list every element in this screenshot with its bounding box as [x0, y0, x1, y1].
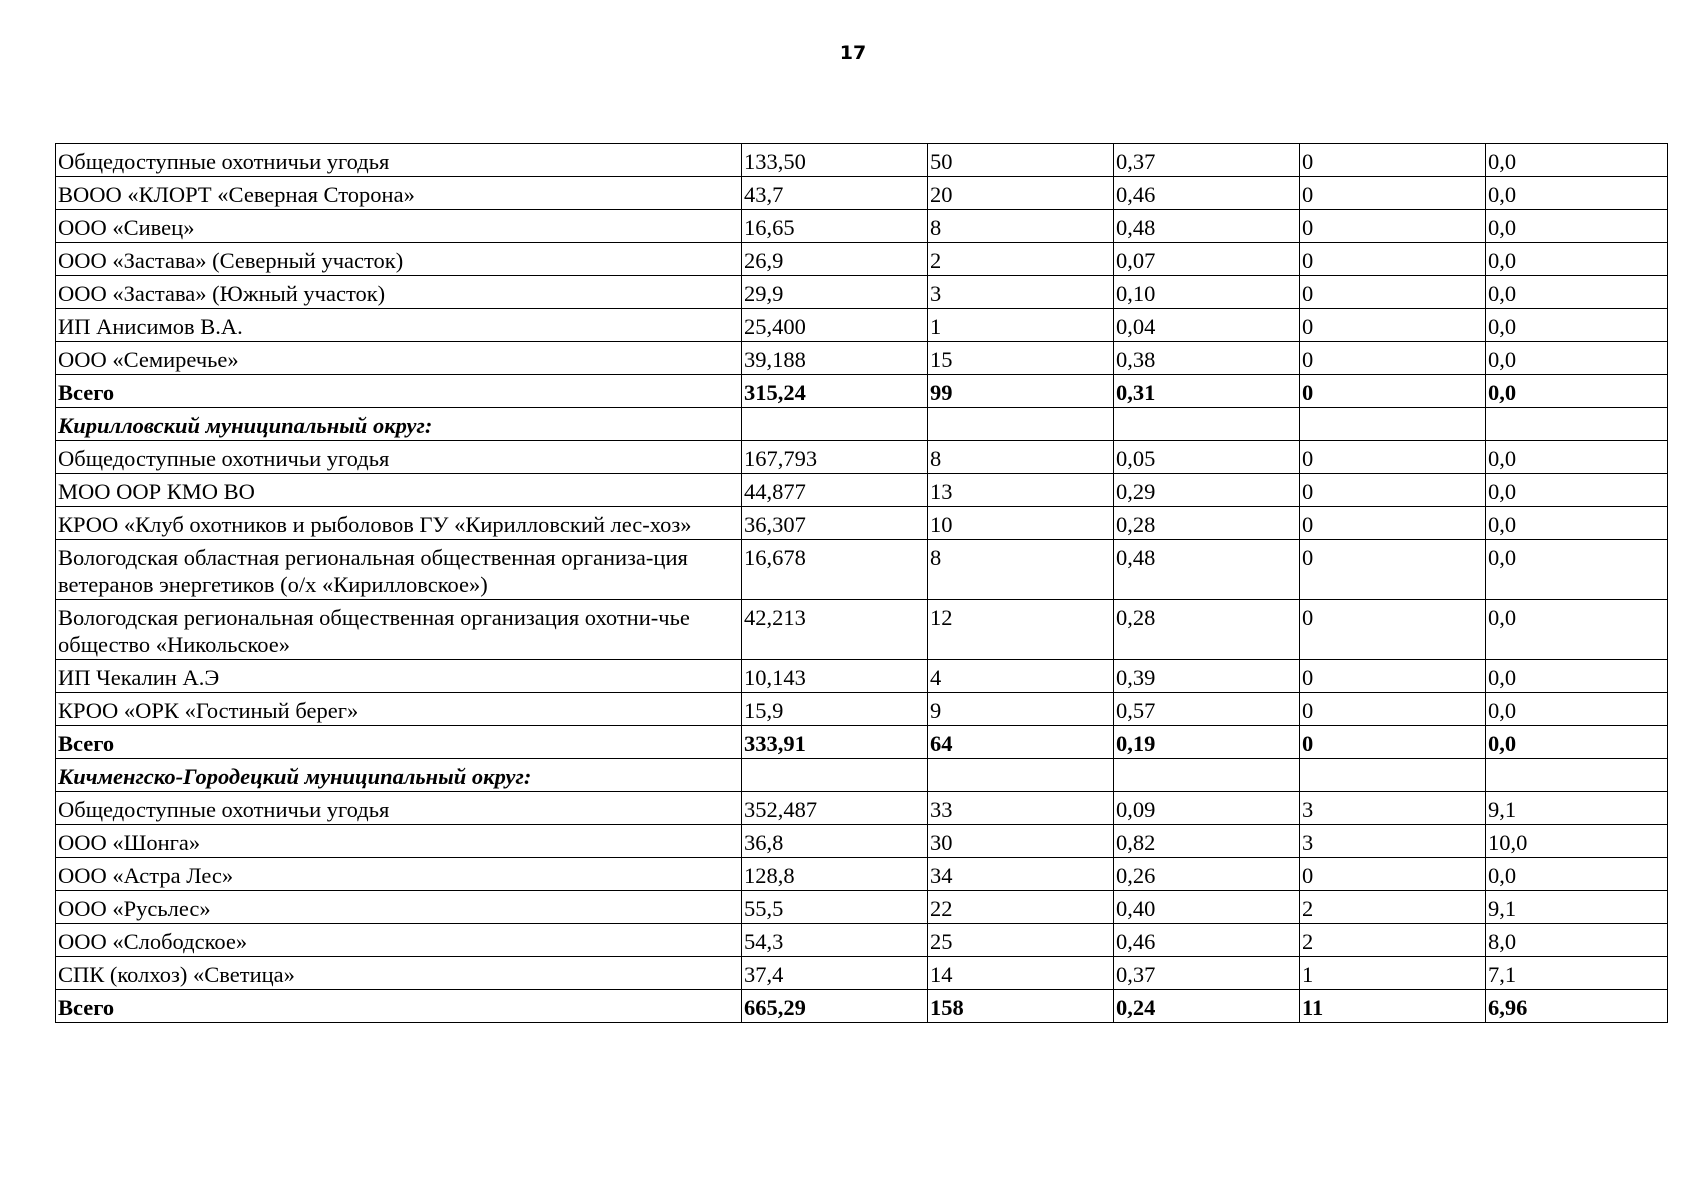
- table-row: [56, 858, 1668, 891]
- value-cell-col-3: 0,05: [1114, 441, 1300, 474]
- value-cell-col-5: 0,0: [1486, 210, 1668, 243]
- value-cell-col-4: 0: [1300, 441, 1486, 474]
- value-cell-col-5: 0,0: [1486, 276, 1668, 309]
- table-row: [56, 144, 1668, 177]
- organization-name-cell: Вологодская региональная общественная организация охотни-чье общество «Никольское»: [56, 600, 742, 660]
- organization-name-cell: ООО «Русьлес»: [56, 891, 742, 924]
- value-cell-col-2: 9: [928, 693, 1114, 726]
- value-cell-col-3: [1114, 408, 1300, 441]
- value-cell-col-4: 0: [1300, 474, 1486, 507]
- total-row: [56, 375, 1668, 408]
- value-cell-col-5: 7,1: [1486, 957, 1668, 990]
- table-row: [56, 243, 1668, 276]
- organization-name-cell: СПК (колхоз) «Светица»: [56, 957, 742, 990]
- value-cell-col-3: 0,19: [1114, 726, 1300, 759]
- organization-name-cell: ООО «Сивец»: [56, 210, 742, 243]
- value-cell-col-5: 6,96: [1486, 990, 1668, 1023]
- value-cell-col-5: 8,0: [1486, 924, 1668, 957]
- value-cell-col-1: 333,91: [742, 726, 928, 759]
- organization-name-cell: МОО ООР КМО ВО: [56, 474, 742, 507]
- value-cell-col-3: 0,48: [1114, 210, 1300, 243]
- value-cell-col-1: 10,143: [742, 660, 928, 693]
- table-row: [56, 792, 1668, 825]
- value-cell-col-3: 0,46: [1114, 924, 1300, 957]
- value-cell-col-1: 16,678: [742, 540, 928, 600]
- section-title: Кирилловский муниципальный округ:: [56, 408, 742, 441]
- value-cell-col-5: [1486, 759, 1668, 792]
- value-cell-col-2: 10: [928, 507, 1114, 540]
- value-cell-col-5: 0,0: [1486, 441, 1668, 474]
- value-cell-col-4: 0: [1300, 858, 1486, 891]
- value-cell-col-4: 0: [1300, 276, 1486, 309]
- table-row: [56, 309, 1668, 342]
- value-cell-col-1: 167,793: [742, 441, 928, 474]
- value-cell-col-3: 0,39: [1114, 660, 1300, 693]
- table-row: [56, 825, 1668, 858]
- value-cell-col-4: 3: [1300, 792, 1486, 825]
- organization-name-cell: Общедоступные охотничьи угодья: [56, 792, 742, 825]
- value-cell-col-3: 0,10: [1114, 276, 1300, 309]
- organization-name-cell: КРОО «Клуб охотников и рыболовов ГУ «Кирилловский лес-хоз»: [56, 507, 742, 540]
- value-cell-col-1: 43,7: [742, 177, 928, 210]
- value-cell-col-2: 2: [928, 243, 1114, 276]
- value-cell-col-4: 0: [1300, 693, 1486, 726]
- value-cell-col-1: 29,9: [742, 276, 928, 309]
- organization-name-cell: Всего: [56, 726, 742, 759]
- value-cell-col-2: 3: [928, 276, 1114, 309]
- value-cell-col-5: 10,0: [1486, 825, 1668, 858]
- table-row: [56, 924, 1668, 957]
- value-cell-col-5: 9,1: [1486, 891, 1668, 924]
- value-cell-col-2: 8: [928, 540, 1114, 600]
- organization-name-cell: КРОО «ОРК «Гостиный берег»: [56, 693, 742, 726]
- value-cell-col-4: 0: [1300, 540, 1486, 600]
- value-cell-col-4: 0: [1300, 660, 1486, 693]
- value-cell-col-3: 0,38: [1114, 342, 1300, 375]
- value-cell-col-3: 0,24: [1114, 990, 1300, 1023]
- organization-name-cell: ООО «Застава» (Южный участок): [56, 276, 742, 309]
- table-row: [56, 540, 1668, 600]
- value-cell-col-1: 15,9: [742, 693, 928, 726]
- value-cell-col-5: 0,0: [1486, 474, 1668, 507]
- value-cell-col-5: 0,0: [1486, 177, 1668, 210]
- value-cell-col-2: 30: [928, 825, 1114, 858]
- organization-name-cell: ООО «Семиречье»: [56, 342, 742, 375]
- value-cell-col-5: 0,0: [1486, 507, 1668, 540]
- value-cell-col-2: 158: [928, 990, 1114, 1023]
- value-cell-col-4: 0: [1300, 342, 1486, 375]
- table-row: [56, 891, 1668, 924]
- table-row: [56, 693, 1668, 726]
- table-row: [56, 957, 1668, 990]
- value-cell-col-2: 13: [928, 474, 1114, 507]
- value-cell-col-1: [742, 759, 928, 792]
- section-header-row: [56, 759, 1668, 792]
- value-cell-col-2: 22: [928, 891, 1114, 924]
- value-cell-col-4: 0: [1300, 507, 1486, 540]
- value-cell-col-4: 0: [1300, 177, 1486, 210]
- value-cell-col-3: 0,48: [1114, 540, 1300, 600]
- organization-name-cell: ООО «Шонга»: [56, 825, 742, 858]
- value-cell-col-5: 0,0: [1486, 309, 1668, 342]
- value-cell-col-1: 25,400: [742, 309, 928, 342]
- hunting-grounds-table: [55, 143, 1668, 1023]
- value-cell-col-1: 39,188: [742, 342, 928, 375]
- value-cell-col-2: 14: [928, 957, 1114, 990]
- table-row: [56, 276, 1668, 309]
- organization-name-cell: Всего: [56, 990, 742, 1023]
- value-cell-col-3: 0,57: [1114, 693, 1300, 726]
- table-row: [56, 474, 1668, 507]
- value-cell-col-5: 0,0: [1486, 726, 1668, 759]
- page-number: 17: [839, 42, 867, 64]
- organization-name-cell: ИП Чекалин А.Э: [56, 660, 742, 693]
- value-cell-col-1: [742, 408, 928, 441]
- value-cell-col-3: 0,09: [1114, 792, 1300, 825]
- value-cell-col-4: [1300, 759, 1486, 792]
- value-cell-col-4: 0: [1300, 243, 1486, 276]
- value-cell-col-4: 0: [1300, 144, 1486, 177]
- value-cell-col-5: 0,0: [1486, 375, 1668, 408]
- value-cell-col-2: 4: [928, 660, 1114, 693]
- value-cell-col-2: 12: [928, 600, 1114, 660]
- table-row: [56, 210, 1668, 243]
- section-header-row: [56, 408, 1668, 441]
- value-cell-col-3: 0,37: [1114, 957, 1300, 990]
- value-cell-col-2: 64: [928, 726, 1114, 759]
- value-cell-col-3: 0,40: [1114, 891, 1300, 924]
- value-cell-col-2: 33: [928, 792, 1114, 825]
- value-cell-col-5: 0,0: [1486, 540, 1668, 600]
- total-row: [56, 990, 1668, 1023]
- value-cell-col-5: 0,0: [1486, 858, 1668, 891]
- table-row: [56, 342, 1668, 375]
- organization-name-cell: ООО «Слободское»: [56, 924, 742, 957]
- organization-name-cell: Вологодская областная региональная общественная организа-ция ветеранов энергетиков (о/х «Кирилловское»): [56, 540, 742, 600]
- value-cell-col-5: 0,0: [1486, 660, 1668, 693]
- value-cell-col-3: 0,82: [1114, 825, 1300, 858]
- table-row: [56, 177, 1668, 210]
- value-cell-col-3: 0,28: [1114, 507, 1300, 540]
- value-cell-col-3: 0,29: [1114, 474, 1300, 507]
- value-cell-col-1: 55,5: [742, 891, 928, 924]
- value-cell-col-3: 0,37: [1114, 144, 1300, 177]
- table-row: [56, 441, 1668, 474]
- table-row: [56, 660, 1668, 693]
- value-cell-col-5: [1486, 408, 1668, 441]
- value-cell-col-1: 42,213: [742, 600, 928, 660]
- value-cell-col-5: 0,0: [1486, 600, 1668, 660]
- value-cell-col-4: 2: [1300, 891, 1486, 924]
- value-cell-col-3: 0,04: [1114, 309, 1300, 342]
- value-cell-col-2: 8: [928, 210, 1114, 243]
- value-cell-col-2: [928, 759, 1114, 792]
- table-row: [56, 507, 1668, 540]
- value-cell-col-4: 2: [1300, 924, 1486, 957]
- organization-name-cell: ООО «Астра Лес»: [56, 858, 742, 891]
- value-cell-col-1: 37,4: [742, 957, 928, 990]
- value-cell-col-3: 0,28: [1114, 600, 1300, 660]
- value-cell-col-2: 34: [928, 858, 1114, 891]
- value-cell-col-1: 133,50: [742, 144, 928, 177]
- value-cell-col-2: 1: [928, 309, 1114, 342]
- value-cell-col-5: 0,0: [1486, 342, 1668, 375]
- value-cell-col-5: 0,0: [1486, 693, 1668, 726]
- value-cell-col-3: 0,46: [1114, 177, 1300, 210]
- value-cell-col-4: 11: [1300, 990, 1486, 1023]
- value-cell-col-5: 9,1: [1486, 792, 1668, 825]
- value-cell-col-1: 128,8: [742, 858, 928, 891]
- organization-name-cell: ВООО «КЛОРТ «Северная Сторона»: [56, 177, 742, 210]
- value-cell-col-2: 25: [928, 924, 1114, 957]
- value-cell-col-3: 0,26: [1114, 858, 1300, 891]
- value-cell-col-4: 1: [1300, 957, 1486, 990]
- value-cell-col-2: 50: [928, 144, 1114, 177]
- value-cell-col-1: 36,307: [742, 507, 928, 540]
- value-cell-col-5: 0,0: [1486, 144, 1668, 177]
- value-cell-col-4: 0: [1300, 309, 1486, 342]
- value-cell-col-2: 20: [928, 177, 1114, 210]
- organization-name-cell: ООО «Застава» (Северный участок): [56, 243, 742, 276]
- value-cell-col-4: 0: [1300, 210, 1486, 243]
- value-cell-col-4: 0: [1300, 726, 1486, 759]
- value-cell-col-1: 44,877: [742, 474, 928, 507]
- value-cell-col-1: 16,65: [742, 210, 928, 243]
- value-cell-col-4: 0: [1300, 600, 1486, 660]
- value-cell-col-1: 352,487: [742, 792, 928, 825]
- value-cell-col-1: 36,8: [742, 825, 928, 858]
- organization-name-cell: Общедоступные охотничьи угодья: [56, 441, 742, 474]
- table-body: [56, 144, 1668, 1023]
- value-cell-col-4: 0: [1300, 375, 1486, 408]
- value-cell-col-2: [928, 408, 1114, 441]
- value-cell-col-3: 0,07: [1114, 243, 1300, 276]
- value-cell-col-1: 54,3: [742, 924, 928, 957]
- organization-name-cell: ИП Анисимов В.А.: [56, 309, 742, 342]
- organization-name-cell: Всего: [56, 375, 742, 408]
- value-cell-col-2: 8: [928, 441, 1114, 474]
- value-cell-col-5: 0,0: [1486, 243, 1668, 276]
- value-cell-col-3: [1114, 759, 1300, 792]
- value-cell-col-2: 99: [928, 375, 1114, 408]
- value-cell-col-4: [1300, 408, 1486, 441]
- value-cell-col-2: 15: [928, 342, 1114, 375]
- section-title: Кичменгско-Городецкий муниципальный округ:: [56, 759, 742, 792]
- value-cell-col-4: 3: [1300, 825, 1486, 858]
- organization-name-cell: Общедоступные охотничьи угодья: [56, 144, 742, 177]
- table-row: [56, 600, 1668, 660]
- value-cell-col-3: 0,31: [1114, 375, 1300, 408]
- value-cell-col-1: 665,29: [742, 990, 928, 1023]
- value-cell-col-1: 315,24: [742, 375, 928, 408]
- value-cell-col-1: 26,9: [742, 243, 928, 276]
- total-row: [56, 726, 1668, 759]
